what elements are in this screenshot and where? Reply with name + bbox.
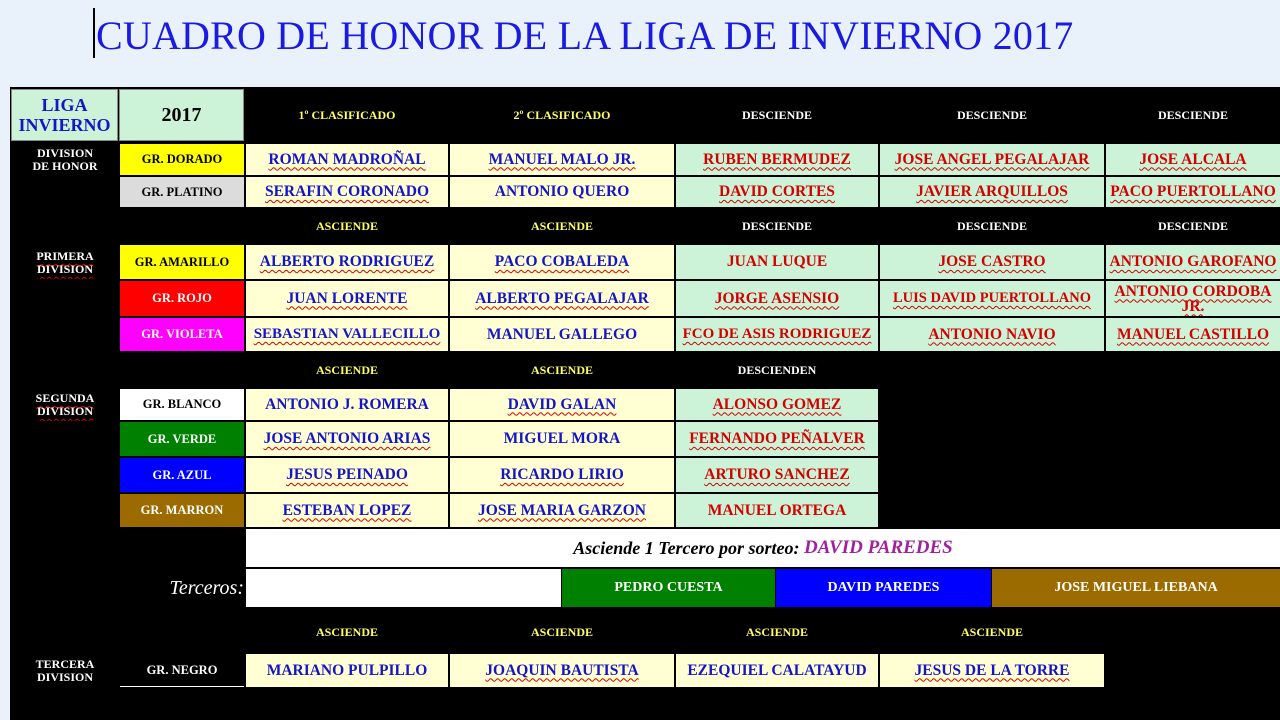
honor-platino-d3: PACO PUERTOLLANO xyxy=(1106,177,1280,207)
division-primera-label: PRIMERA DIVISION xyxy=(30,247,100,279)
group-blanco: GR. BLANCO xyxy=(120,389,244,420)
honor-platino-d2: JAVIER ARQUILLOS xyxy=(880,177,1104,207)
draw-name: DAVID PAREDES xyxy=(804,537,953,558)
tercera-a1: MARIANO PULPILLO xyxy=(246,654,448,687)
segunda-asciende-2: ASCIENDE xyxy=(450,353,674,387)
tercera-asciende-1: ASCIENDE xyxy=(246,613,448,651)
primera-violeta-d3: MANUEL CASTILLO xyxy=(1106,318,1280,351)
tercera-asciende-2: ASCIENDE xyxy=(450,613,674,651)
tercera-a4: JESUS DE LA TORRE xyxy=(880,654,1104,687)
primera-rojo-first: JUAN LORENTE xyxy=(246,281,448,316)
honor-dorado-first: ROMAN MADROÑAL xyxy=(246,144,448,175)
primera-rojo-second: ALBERTO PEGALAJAR xyxy=(450,281,674,316)
honor-platino-first: SERAFIN CORONADO xyxy=(246,177,448,207)
header-second: 2º CLASIFICADO xyxy=(450,89,674,141)
segunda-azul-second: RICARDO LIRIO xyxy=(450,458,674,492)
honor-platino-d1: DAVID CORTES xyxy=(676,177,878,207)
primera-violeta-second: MANUEL GALLEGO xyxy=(450,318,674,351)
tercera-asciende-4: ASCIENDE xyxy=(880,613,1104,651)
segunda-verde-first: JOSE ANTONIO ARIAS xyxy=(246,422,448,456)
group-dorado: GR. DORADO xyxy=(120,144,244,175)
header-desc-2: DESCIENDE xyxy=(880,89,1104,141)
group-amarillo: GR. AMARILLO xyxy=(120,245,244,279)
primera-amarillo-d2: JOSE CASTRO xyxy=(880,245,1104,279)
primera-amarillo-second: PACO COBALEDA xyxy=(450,245,674,279)
primera-violeta-d2: ANTONIO NAVIO xyxy=(880,318,1104,351)
honor-platino-second: ANTONIO QUERO xyxy=(450,177,674,207)
segunda-asciende-1: ASCIENDE xyxy=(246,353,448,387)
header-first: 1º CLASIFICADO xyxy=(246,89,448,141)
draw-banner xyxy=(246,529,1280,567)
terceros-empty xyxy=(246,569,561,607)
primera-violeta-d1: FCO DE ASIS RODRIGUEZ xyxy=(676,318,878,351)
primera-amarillo-d3: ANTONIO GAROFANO xyxy=(1106,245,1280,279)
segunda-marron-d1: MANUEL ORTEGA xyxy=(676,494,878,527)
tercera-a2: JOAQUIN BAUTISTA xyxy=(450,654,674,687)
segunda-verde-second: MIGUEL MORA xyxy=(450,422,674,456)
text-cursor xyxy=(93,8,95,58)
primera-rojo-d3: ANTONIO CORDOBA JR. xyxy=(1106,281,1280,316)
primera-asciende-2: ASCIENDE xyxy=(450,209,674,243)
segunda-azul-d1: ARTURO SANCHEZ xyxy=(676,458,878,492)
segunda-verde-d1: FERNANDO PEÑALVER xyxy=(676,422,878,456)
division-honor-label: DIVISION DE HONOR xyxy=(30,144,100,176)
segunda-blanco-second: DAVID GALAN xyxy=(450,389,674,420)
tercero-blue: DAVID PAREDES xyxy=(776,569,991,607)
honor-board xyxy=(10,87,1280,720)
group-platino: GR. PLATINO xyxy=(120,177,244,207)
tercero-green: PEDRO CUESTA xyxy=(562,569,775,607)
terceros-label: Terceros: xyxy=(169,576,244,599)
segunda-marron-first: ESTEBAN LOPEZ xyxy=(246,494,448,527)
primera-rojo-d2: LUIS DAVID PUERTOLLANO xyxy=(880,281,1104,316)
group-verde: GR. VERDE xyxy=(120,422,244,456)
header-liga: LIGA INVIERNO xyxy=(11,89,118,141)
tercera-a3: EZEQUIEL CALATAYUD xyxy=(676,654,878,687)
segunda-azul-first: JESUS PEINADO xyxy=(246,458,448,492)
header-desc-3: DESCIENDE xyxy=(1106,89,1280,141)
honor-dorado-d1: RUBEN BERMUDEZ xyxy=(676,144,878,175)
primera-desciende-1: DESCIENDE xyxy=(676,209,878,243)
segunda-marron-second: JOSE MARIA GARZON xyxy=(450,494,674,527)
header-desc-1: DESCIENDE xyxy=(676,89,878,141)
honor-dorado-d3: JOSE ALCALA xyxy=(1106,144,1280,175)
primera-rojo-d1: JORGE ASENSIO xyxy=(676,281,878,316)
primera-amarillo-first: ALBERTO RODRIGUEZ xyxy=(246,245,448,279)
group-violeta: GR. VIOLETA xyxy=(120,318,244,351)
segunda-blanco-first: ANTONIO J. ROMERA xyxy=(246,389,448,420)
tercera-asciende-3: ASCIENDE xyxy=(676,613,878,651)
division-tercera-label: TERCERA DIVISION xyxy=(30,655,100,687)
group-marron: GR. MARRON xyxy=(120,494,244,527)
primera-violeta-first: SEBASTIAN VALLECILLO xyxy=(246,318,448,351)
honor-dorado-second: MANUEL MALO JR. xyxy=(450,144,674,175)
primera-amarillo-d1: JUAN LUQUE xyxy=(676,245,878,279)
primera-desciende-3: DESCIENDE xyxy=(1106,209,1280,243)
group-rojo: GR. ROJO xyxy=(120,281,244,316)
draw-text: Asciende 1 Tercero por sorteo: xyxy=(573,537,800,558)
segunda-descienden: DESCIENDEN xyxy=(676,353,878,387)
page-title: CUADRO DE HONOR DE LA LIGA DE INVIERNO 2017 xyxy=(96,13,1074,58)
primera-asciende-1: ASCIENDE xyxy=(246,209,448,243)
tercero-brown: JOSE MIGUEL LIEBANA xyxy=(992,569,1280,607)
header-year: 2017 xyxy=(119,89,244,141)
primera-desciende-2: DESCIENDE xyxy=(880,209,1104,243)
group-negro: GR. NEGRO xyxy=(120,654,244,687)
group-azul: GR. AZUL xyxy=(120,458,244,492)
segunda-blanco-d1: ALONSO GOMEZ xyxy=(676,389,878,420)
honor-dorado-d2: JOSE ANGEL PEGALAJAR xyxy=(880,144,1104,175)
division-segunda-label: SEGUNDA DIVISION xyxy=(30,389,100,421)
